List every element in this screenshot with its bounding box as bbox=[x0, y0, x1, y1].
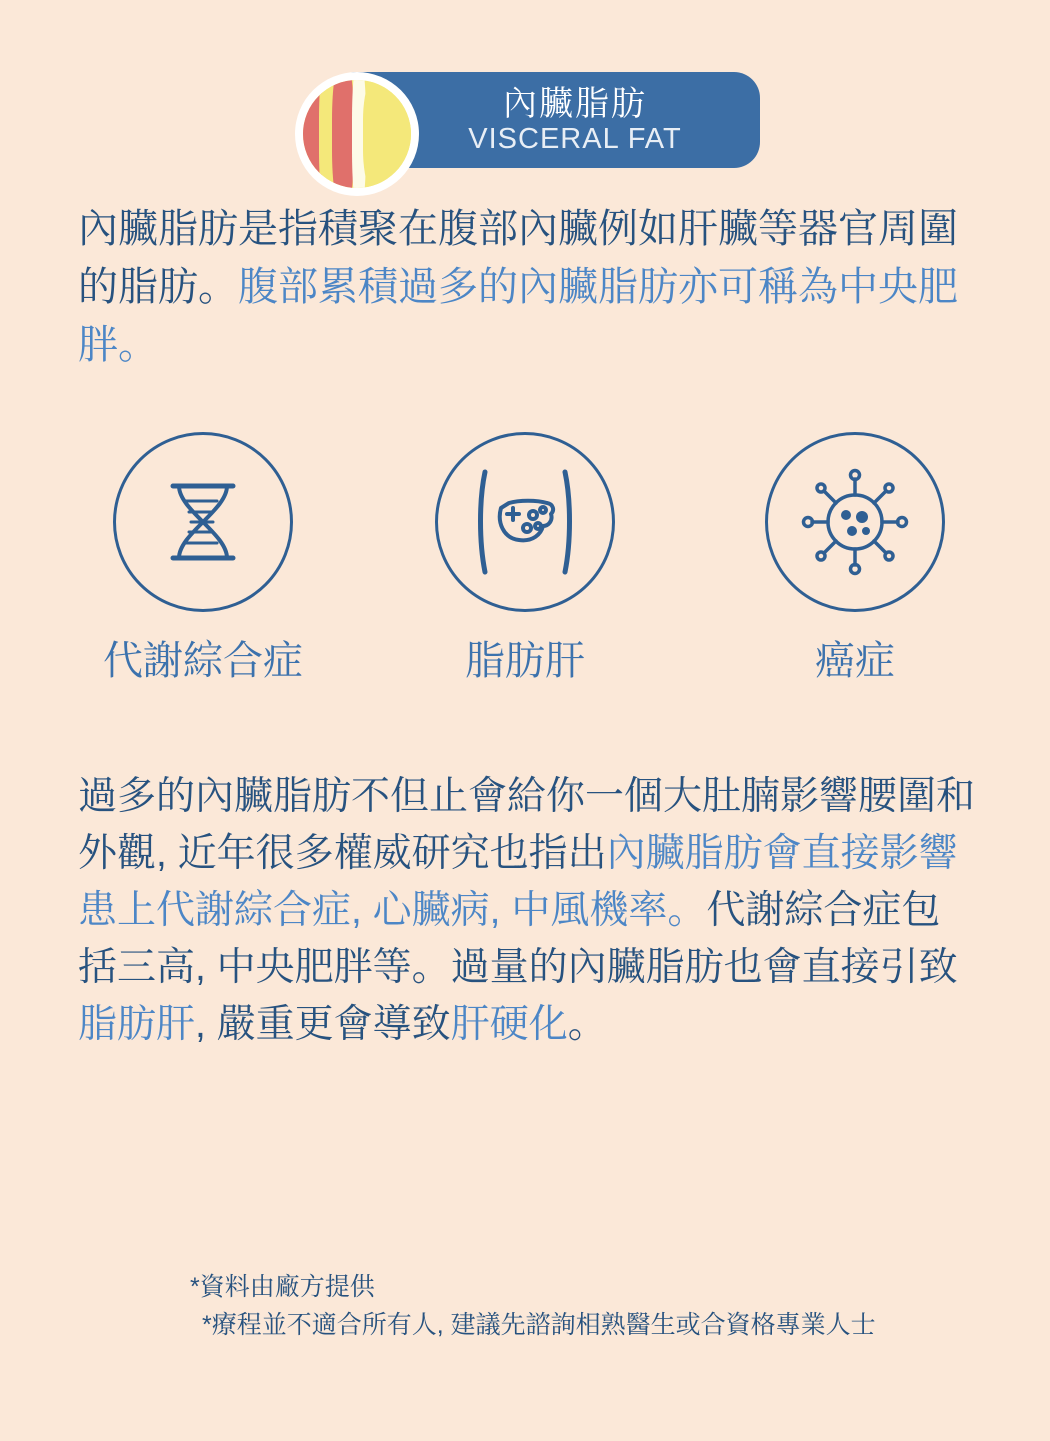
body-segment-2: 內臟脂肪會直接影響患上代謝綜合症, 心臟病, 中風機率。 bbox=[78, 832, 958, 932]
fatty-liver-icon bbox=[435, 432, 615, 612]
icon-item-metabolic-syndrome bbox=[38, 432, 368, 684]
intro-segment-2: 腹部累積過多的內臟脂肪亦可稱為中央肥胖。 bbox=[78, 265, 958, 367]
icon-row bbox=[0, 432, 1050, 722]
body-segment-3: 代謝綜合症包括三高, 中央肥胖等。過量的內臟脂肪也會直接引致 bbox=[78, 889, 958, 989]
body-segment-5: , 嚴重更會導致 bbox=[195, 1003, 451, 1046]
header bbox=[0, 36, 1050, 156]
footnote-line-2: *療程並不適合所有人, 建議先諮詢相熟醫生或合資格專業人士 bbox=[202, 1311, 876, 1339]
dna-helix-icon bbox=[113, 432, 293, 612]
body-segment-6: 肝硬化 bbox=[450, 1003, 568, 1046]
body-segment-4: 脂肪肝 bbox=[78, 1003, 196, 1046]
icon-label: 脂肪肝 bbox=[465, 639, 585, 683]
body-paragraph bbox=[78, 768, 978, 1053]
striped-circle-logo-icon bbox=[295, 72, 419, 196]
body-segment-7: 。 bbox=[567, 1003, 607, 1046]
footnotes bbox=[190, 1268, 1030, 1344]
icon-item-fatty-liver bbox=[360, 432, 690, 684]
page-title-en: VISCERAL FAT bbox=[468, 123, 682, 155]
intro-segment-1: 內臟脂肪是指積聚在腹部內臟例如肝臟等器官周圍的脂肪。 bbox=[78, 207, 958, 309]
badge-stripe bbox=[332, 80, 354, 188]
intro-paragraph bbox=[78, 200, 978, 374]
cancer-cell-icon bbox=[765, 432, 945, 612]
icon-label: 癌症 bbox=[815, 639, 895, 683]
footnote-line-1: *資料由廠方提供 bbox=[190, 1273, 375, 1301]
body-segment-1: 過多的內臟脂肪不但止會給你一個大肚腩影響腰圍和外觀, 近年很多權威研究也指出 bbox=[78, 775, 976, 875]
badge-inner bbox=[303, 80, 411, 188]
page-title-cn: 內臟脂肪 bbox=[503, 85, 647, 123]
badge-stripe bbox=[363, 80, 411, 188]
icon-item-cancer bbox=[690, 432, 1020, 684]
icon-label: 代謝綜合症 bbox=[103, 639, 303, 683]
